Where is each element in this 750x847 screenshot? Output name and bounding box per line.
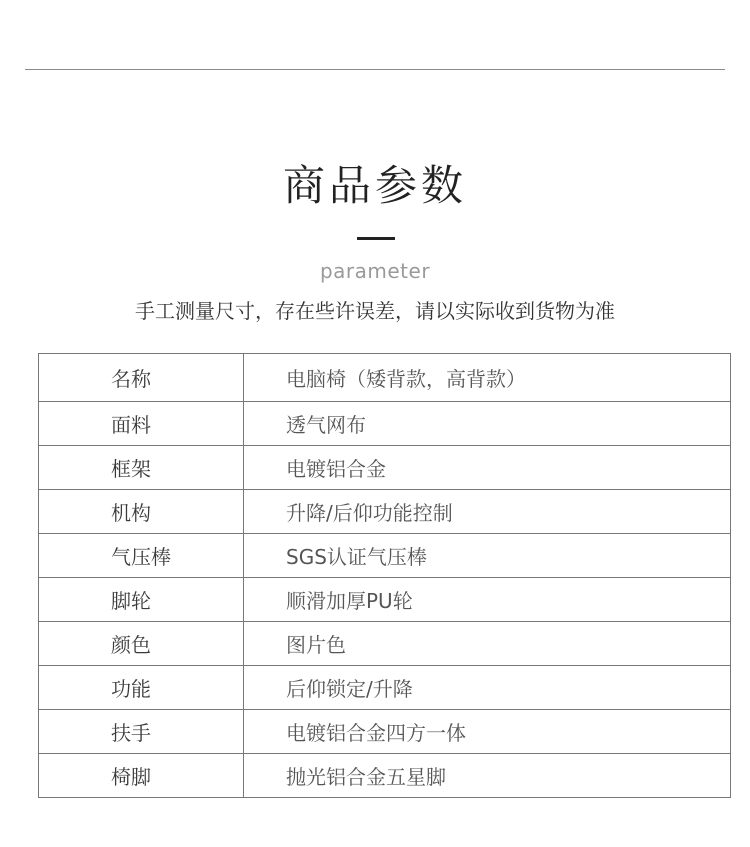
spec-label: 颜色 xyxy=(39,622,244,666)
spec-label: 气压棒 xyxy=(39,534,244,578)
spec-value: 顺滑加厚PU轮 xyxy=(244,578,731,622)
table-row xyxy=(39,490,731,534)
table-row xyxy=(39,578,731,622)
table-row xyxy=(39,666,731,710)
spec-value: 电镀铝合金四方一体 xyxy=(244,710,731,754)
top-divider xyxy=(25,69,725,70)
page-title: 商品参数 xyxy=(282,161,467,210)
spec-value: 图片色 xyxy=(244,622,731,666)
spec-label: 椅脚 xyxy=(39,754,244,798)
table-row xyxy=(39,534,731,578)
spec-value: 后仰锁定/升降 xyxy=(244,666,731,710)
spec-value: 透气网布 xyxy=(244,402,731,446)
spec-label: 脚轮 xyxy=(39,578,244,622)
spec-label: 扶手 xyxy=(39,710,244,754)
table-row xyxy=(39,402,731,446)
spec-value: 升降/后仰功能控制 xyxy=(244,490,731,534)
spec-value: 抛光铝合金五星脚 xyxy=(244,754,731,798)
title-underline xyxy=(357,237,395,240)
table-row xyxy=(39,622,731,666)
measurement-notice: 手工测量尺寸，存在些许误差，请以实际收到货物为准 xyxy=(135,299,615,323)
spec-label: 名称 xyxy=(39,354,244,402)
spec-value: 电脑椅（矮背款，高背款） xyxy=(244,354,731,402)
spec-value: SGS认证气压棒 xyxy=(244,534,731,578)
spec-label: 框架 xyxy=(39,446,244,490)
page-subtitle: parameter xyxy=(319,259,431,283)
spec-label: 面料 xyxy=(39,402,244,446)
table-row xyxy=(39,710,731,754)
table-row xyxy=(39,754,731,798)
spec-label: 机构 xyxy=(39,490,244,534)
table-row xyxy=(39,446,731,490)
spec-table xyxy=(38,353,731,798)
table-row xyxy=(39,354,731,402)
spec-label: 功能 xyxy=(39,666,244,710)
spec-value: 电镀铝合金 xyxy=(244,446,731,490)
